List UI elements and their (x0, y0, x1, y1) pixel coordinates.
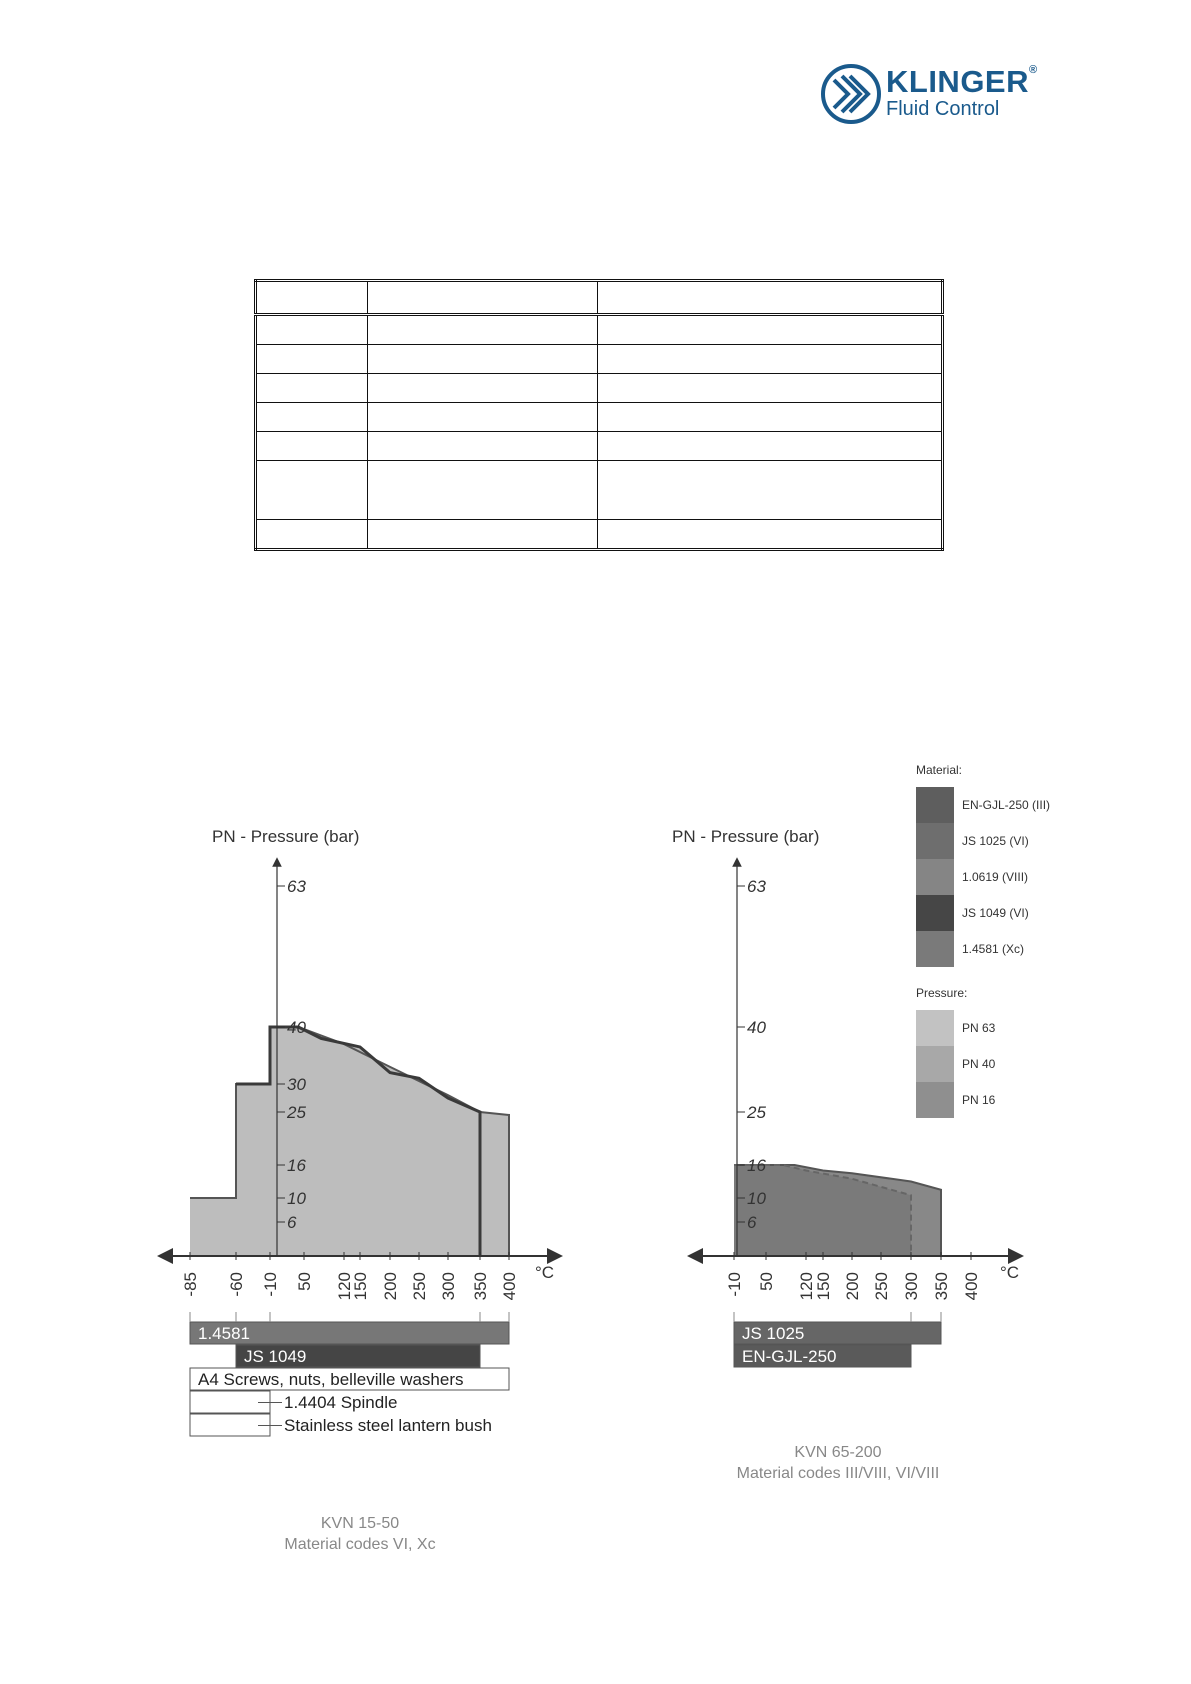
y-tick-label: 30 (287, 1075, 306, 1094)
legend-material-title: Material: (916, 763, 963, 777)
logo-subtitle: Fluid Control (886, 98, 1000, 120)
chart-kvn-15-50 (163, 827, 555, 1553)
x-tick-label: -60 (227, 1272, 246, 1297)
legend-swatch-material (916, 859, 954, 895)
legend-swatch-pressure (916, 1082, 954, 1118)
material-bar-label: EN-GJL-250 (742, 1347, 837, 1366)
y-tick-label: 6 (747, 1213, 757, 1232)
material-bar-label: A4 Screws, nuts, belleville washers (198, 1370, 464, 1389)
x-tick-label: 350 (932, 1272, 951, 1301)
legend-swatch-material (916, 787, 954, 823)
x-tick-label: 50 (295, 1272, 314, 1291)
y-tick-label: 10 (287, 1189, 306, 1208)
chart-caption-line: KVN 15-50 (320, 1515, 400, 1532)
y-tick-label: 40 (287, 1018, 306, 1037)
legend-swatch-material (916, 823, 954, 859)
x-tick-label: -85 (181, 1272, 200, 1297)
x-tick-label: 350 (471, 1272, 490, 1301)
x-tick-label: 150 (351, 1272, 370, 1301)
y-tick-label: 16 (747, 1156, 766, 1175)
material-bar-label: JS 1025 (742, 1324, 805, 1343)
legend-swatch-pressure (916, 1046, 954, 1082)
chart-caption-line: Material codes III/VIII, VI/VIII (736, 1465, 940, 1482)
legend (916, 763, 1050, 1118)
y-tick-label: 6 (287, 1213, 297, 1232)
legend-swatch-material (916, 931, 954, 967)
x-tick-label: 200 (843, 1272, 862, 1301)
x-axis-unit: °C (535, 1263, 555, 1282)
x-tick-label: -10 (261, 1272, 280, 1297)
y-axis-label: PN - Pressure (bar) (672, 827, 820, 846)
y-tick-label: 40 (747, 1018, 766, 1037)
legend-label-material: JS 1025 (VI) (962, 834, 1029, 848)
material-bar-label: 1.4404 Spindle (284, 1393, 398, 1412)
material-bar-label: JS 1049 (244, 1347, 307, 1366)
material-bar-label: 1.4581 (198, 1324, 250, 1343)
x-tick-label: 120 (797, 1272, 816, 1301)
chart-kvn-65-200 (672, 827, 1019, 1482)
x-tick-label: 300 (439, 1272, 458, 1301)
legend-label-material: JS 1049 (VI) (962, 906, 1029, 920)
chart-caption-line: KVN 65-200 (794, 1444, 882, 1461)
legend-label-material: EN-GJL-250 (III) (962, 798, 1051, 812)
y-tick-label: 10 (747, 1189, 766, 1208)
y-axis-label: PN - Pressure (bar) (212, 827, 360, 846)
material-bar-label: Stainless steel lantern bush (284, 1416, 492, 1435)
legend-label-pressure: PN 63 (962, 1021, 996, 1035)
x-tick-label: 150 (814, 1272, 833, 1301)
y-tick-label: 16 (287, 1156, 306, 1175)
legend-label-pressure: PN 16 (962, 1093, 996, 1107)
x-tick-label: 400 (500, 1272, 519, 1301)
x-tick-label: 250 (410, 1272, 429, 1301)
x-axis-unit: °C (1000, 1263, 1020, 1282)
legend-pressure-title: Pressure: (916, 986, 968, 1000)
logo-brand: KLINGER® (886, 64, 1038, 99)
y-tick-label: 25 (747, 1103, 766, 1122)
area-js-1049 (236, 1027, 480, 1256)
legend-swatch-pressure (916, 1010, 954, 1046)
y-tick-label: 25 (287, 1103, 306, 1122)
x-tick-label: 300 (902, 1272, 921, 1301)
legend-label-material: 1.0619 (VIII) (962, 870, 1029, 884)
x-tick-label: 400 (962, 1272, 981, 1301)
y-tick-label: 63 (747, 877, 766, 896)
legend-label-material: 1.4581 (Xc) (962, 942, 1025, 956)
x-tick-label: 120 (335, 1272, 354, 1301)
y-tick-label: 63 (287, 877, 306, 896)
x-tick-label: 200 (381, 1272, 400, 1301)
chart-caption-line: Material codes VI, Xc (284, 1536, 436, 1553)
x-tick-label: 250 (872, 1272, 891, 1301)
x-tick-label: -10 (725, 1272, 744, 1297)
legend-label-pressure: PN 40 (962, 1057, 996, 1071)
x-tick-label: 50 (757, 1272, 776, 1291)
legend-swatch-material (916, 895, 954, 931)
